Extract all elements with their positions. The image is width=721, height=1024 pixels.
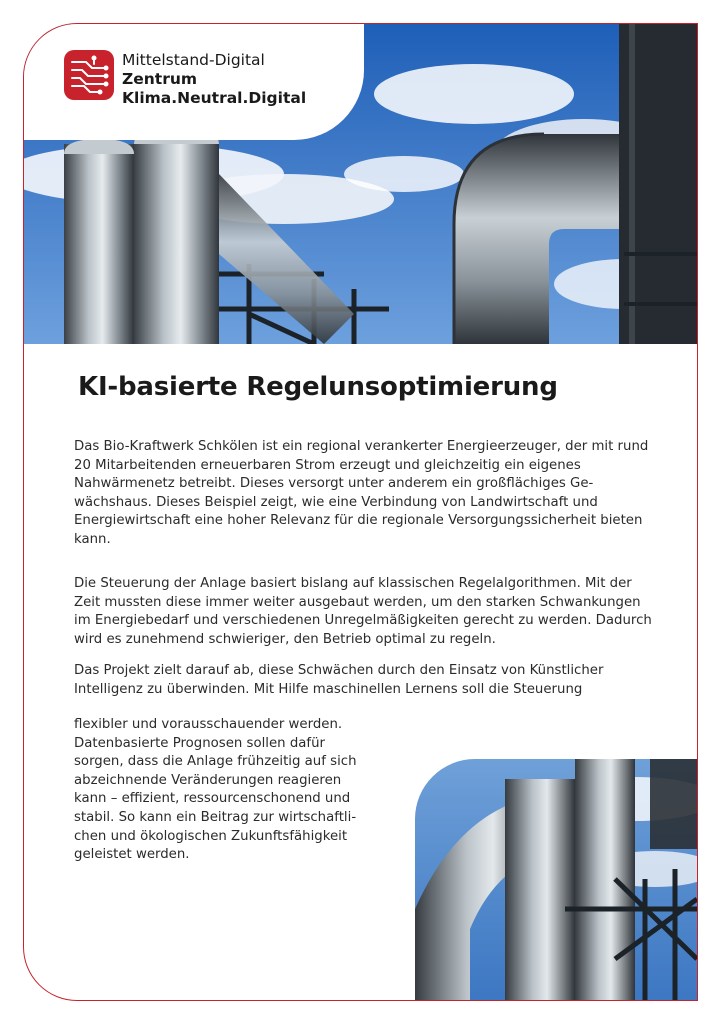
secondary-photo-pipes — [415, 759, 697, 1001]
logo-line-2: Zentrum — [122, 70, 198, 88]
logo-wordmark — [122, 51, 306, 108]
paragraph-intro: Das Bio-Kraftwerk Schkölen ist ein regional verankerter Energieerzeuger, der mit rund 20 Mitarbeitenden erneuerbaren Strom erzeugt und gleichzeitig ein eigenes Nahwärmenetz betreibt. Dieses versorgt unter anderem ein großflächiges Gewächshaus. Dieses Beispiel zeigt, wie eine Verbindung von Landwirtschaft und Energiewirtschaft eine hoher Relevanz für die regionale Versorgungssicherheit bieten kann. — [74, 439, 649, 547]
page-title: KI-basierte Regelunsoptimierung — [78, 372, 558, 402]
logo-line-1: Mittelstand-Digital — [122, 51, 265, 69]
paragraph-outcome: flexibler und vorausschauender werden. Datenbasierte Prognosen sollen dafür sorgen, dass die Anlage frühzeitig auf sich abzeichnende Veränderungen reagieren kann – effizient, ressourcenschonend und stabil. So kann ein Beitrag zur wirtschaftlichen und ökologischen Zukunftsfähigkeit geleistet werden. — [74, 717, 357, 863]
paragraph-project: Das Projekt zielt darauf ab, diese Schwächen durch den Einsatz von Künstlicher Intelligenz zu überwinden. Mit Hilfe maschinellen Lernens soll die Steuerung — [74, 663, 604, 697]
circuit-logo-icon — [64, 50, 114, 100]
logo-plate — [24, 24, 364, 140]
logo-line-3: Klima.Neutral.Digital — [122, 89, 307, 107]
paragraph-control: Die Steuerung der Anlage basiert bislang auf klassischen Regelalgorithmen. Mit der Zeit mussten diese immer weiter ausgebaut werden, um den starken Schwankungen im Energiebedarf und verschiedenen Unregelmäßigkeiten gerecht zu werden. Dadurch wird es zunehmend schwieriger, den Betrieb optimal zu regeln. — [74, 576, 652, 647]
document-card — [23, 23, 698, 1001]
